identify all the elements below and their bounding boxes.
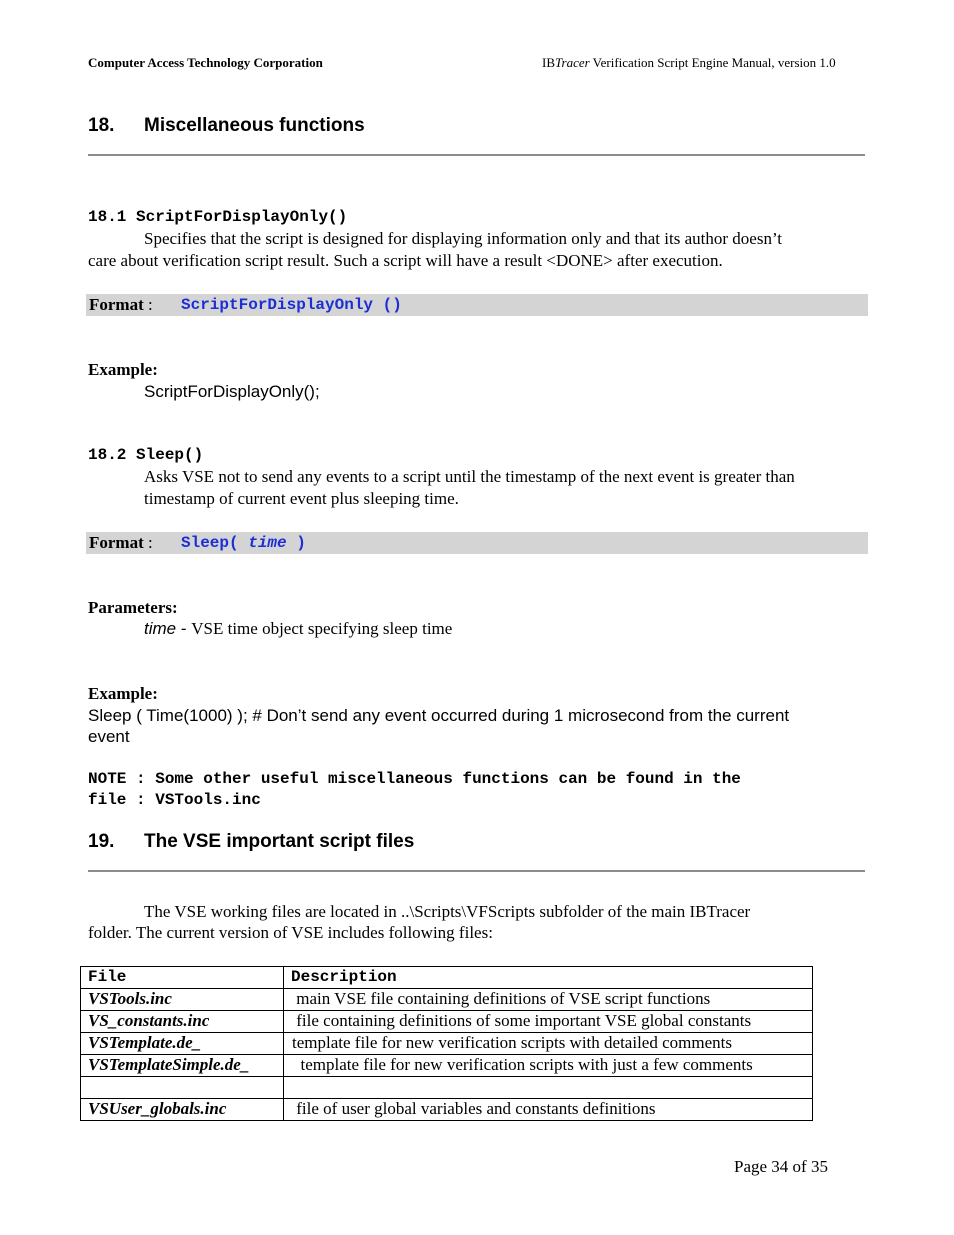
- parameter-desc: VSE time object specifying sleep time: [191, 619, 453, 638]
- table-row: [81, 1099, 813, 1121]
- subsection-18-1-desc-line1: Specifies that the script is designed for displaying information only and that its author doesn’t: [144, 229, 783, 248]
- table-row: [81, 1055, 813, 1077]
- format-code-param: time: [248, 534, 287, 552]
- header-manual-title: [542, 55, 836, 71]
- file-description: file containing definitions of some important VSE global constants: [284, 1011, 813, 1033]
- file-description: file of user global variables and constants definitions: [284, 1099, 813, 1121]
- file-name: VSTemplateSimple.de_: [81, 1055, 284, 1077]
- section-19-number: 19.: [88, 831, 115, 852]
- files-table: [80, 966, 813, 1121]
- table-row: [81, 1033, 813, 1055]
- section-19-rule: [88, 870, 865, 872]
- table-row: [81, 989, 813, 1011]
- header-company: Computer Access Technology Corporation: [88, 55, 323, 70]
- table-row: [81, 1011, 813, 1033]
- subsection-18-2-desc-line2: timestamp of current event plus sleeping time.: [144, 489, 459, 508]
- file-name: VSTemplate.de_: [81, 1033, 284, 1055]
- subsection-18-2-desc-line1: Asks VSE not to send any events to a script until the timestamp of the next event is greater than: [144, 467, 795, 486]
- parameters-label: Parameters:: [88, 598, 178, 617]
- note-line1: NOTE : Some other useful miscellaneous functions can be found in the: [88, 770, 741, 788]
- table-row: [81, 1077, 813, 1099]
- subsection-18-1-desc-line2: care about verification script result. Such a script will have a result <DONE> after execution.: [88, 251, 723, 270]
- example-label-18-2: Example:: [88, 684, 158, 703]
- header-manual-prefix: IB: [542, 55, 555, 70]
- page-number: Page 34 of 35: [734, 1157, 828, 1176]
- section-18-rule: [88, 154, 865, 156]
- format-bar-18-2: [86, 532, 868, 554]
- section-19-intro-line2: folder. The current version of VSE includes following files:: [88, 923, 493, 942]
- format-label: Format :: [89, 533, 153, 552]
- section-18-number: 18.: [88, 115, 115, 136]
- file-description: [284, 1077, 813, 1099]
- format-bar-18-1: [86, 294, 868, 316]
- format-code: ScriptForDisplayOnly (): [181, 296, 402, 314]
- format-label: Format :: [89, 295, 153, 314]
- note-line2: file : VSTools.inc: [88, 791, 261, 809]
- section-19-title: The VSE important script files: [144, 831, 415, 852]
- file-name: VSTools.inc: [81, 989, 284, 1011]
- example-line1-18-2: Sleep ( Time(1000) ); # Don’t send any event occurred during 1 microsecond from the current: [88, 706, 790, 725]
- file-description: template file for new verification scripts with just a few comments: [284, 1055, 813, 1077]
- header-manual-suffix: Verification Script Engine Manual, version 1.0: [589, 55, 836, 70]
- example-line2-18-2: event: [88, 727, 130, 746]
- section-18-title: Miscellaneous functions: [144, 115, 365, 136]
- file-description: template file for new verification scripts with detailed comments: [284, 1033, 813, 1055]
- file-name: VS_constants.inc: [81, 1011, 284, 1033]
- table-header-row: [81, 967, 813, 989]
- example-label-18-1: Example:: [88, 360, 158, 379]
- subsection-18-1-title: 18.1 ScriptForDisplayOnly(): [88, 208, 348, 226]
- section-19-intro-line1: The VSE working files are located in ..\Scripts\VFScripts subfolder of the main IBTracer: [144, 902, 751, 921]
- header-manual-italic: Tracer: [555, 55, 590, 70]
- table-header-file: File: [81, 967, 284, 989]
- parameter-time: time - VSE time object specifying sleep time: [144, 619, 453, 638]
- file-description: main VSE file containing definitions of VSE script functions: [284, 989, 813, 1011]
- file-name: VSUser_globals.inc: [81, 1099, 284, 1121]
- example-code-18-1: ScriptForDisplayOnly();: [144, 382, 320, 401]
- file-name: [81, 1077, 284, 1099]
- subsection-18-2-title: 18.2 Sleep(): [88, 446, 204, 464]
- format-code: Sleep( time ): [181, 534, 306, 552]
- parameter-name: time: [144, 619, 177, 638]
- table-header-description: Description: [284, 967, 813, 989]
